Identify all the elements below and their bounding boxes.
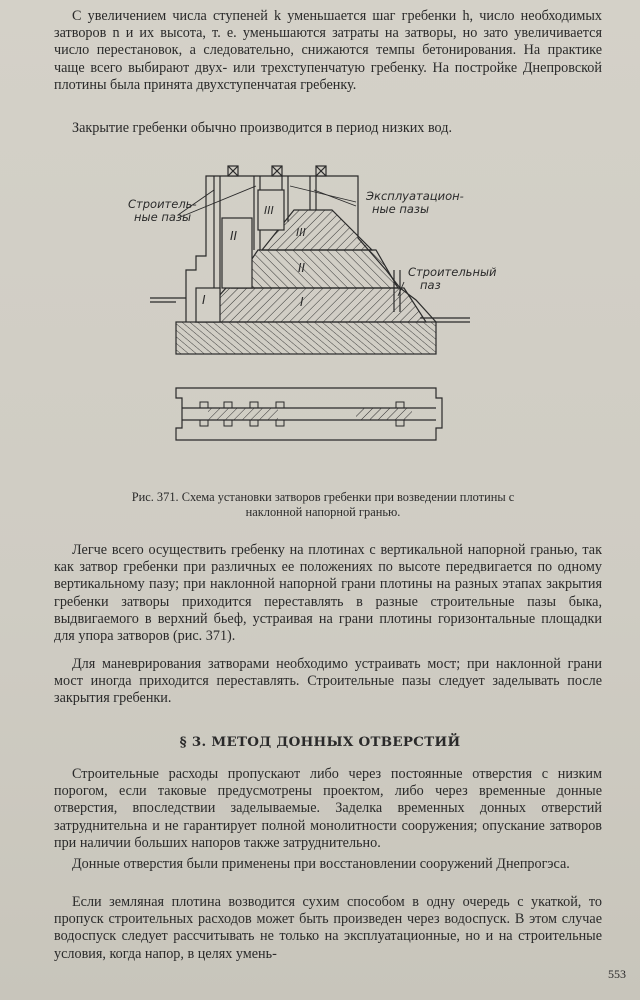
paragraph-earth-dam: Если земляная плотина возводится сухим способом в одну очередь с укаткой, то пропуск строительных расходов может быть произведен через водоспуск. В этом случае водоспуск следует рассчитывать не только на эксплуатационные, но и на строительные условия, когда напор, в целях умень- [54,894,602,962]
dam-plan-view [176,388,442,440]
label-dam-stage-3: III [296,226,306,239]
plan-hatched-right [356,408,412,420]
plan-hatched-left [208,408,278,420]
label-construction-grooves-1: Строитель- [128,197,197,211]
gate-panel-1 [196,288,220,322]
label-construction-groove-2: паз [420,278,441,292]
dam-stage-2 [232,250,398,288]
dam-stage-1 [196,288,426,322]
label-construction-grooves-2: ные пазы [134,210,192,224]
label-operational-grooves-1: Эксплуатацион- [366,189,464,203]
label-dam-stage-1: I [300,295,304,309]
paragraph-vertical-face: Легче всего осуществить гребенку на плотинах с вертикальной напорной гранью, так как затвор гребенки при различных ее положениях по высоте передвигается по одному вертикальному пазу; при наклонной напорной грани плотины на разных этапах закрытия гребенки затворы приходится переставлять в разные строительные пазы быка, выдвигаемого в верхний бьеф, устраивая на грани плотины горизонтальные площадки для упора затворов (рис. 371). [54,542,602,645]
paragraph-closing-time: Закрытие гребенки обычно производится в период низких вод. [72,120,452,136]
label-stage-2-gate: II [230,229,238,243]
figure-371-diagram [0,0,640,490]
section-heading: § 3. МЕТОД ДОННЫХ ОТВЕРСТИЙ [179,734,461,750]
label-operational-grooves-2: ные пазы [372,202,430,216]
figure-caption: Рис. 371. Схема установки затворов гребенки при возведении плотины с наклонной напорной гранью. [131,490,515,519]
label-dam-stage-2: II [298,261,306,275]
label-stage-1-gate: I [202,293,206,307]
paragraph-bridge: Для маневрирования затворами необходимо устраивать мост; при наклонной грани мост иногда приходится переставлять. Строительные пазы следует заделывать после закрытия гребенки. [54,656,602,707]
paragraph-gate-steps: С увеличением числа ступеней k уменьшается шаг гребенки h, число необходимых затворов n и их высота, т. е. уменьшаются затраты на затворы, но зато увеличивается число перестановок, а следовательно, снижаются темпы бетонирования. На практике чаще всего выбирают двух- или трехступенчатую гребенку. На постройке Днепровской плотины была принята двухступенчатая гребенку. [54,8,602,93]
paragraph-bottom-openings: Донные отверстия были применены при восстановлении сооружений Днепрогэса. [72,856,570,872]
page-number: 553 [608,967,626,981]
label-stage-3-gate: III [264,204,274,217]
paragraph-construction-flows: Строительные расходы пропускают либо через постоянные отверстия с низким порогом, если таковые предусмотрены проектом, либо через временные донные отверстия, впоследствии заделываемые. Заделка временных донных отверстий затруднительна и не гарантирует полной монолитности сооружения; опускание затворов при наличии больших напоров также затруднительно. [54,766,602,851]
foundation-block [176,322,436,354]
label-construction-groove-1: Строительный [408,265,497,279]
